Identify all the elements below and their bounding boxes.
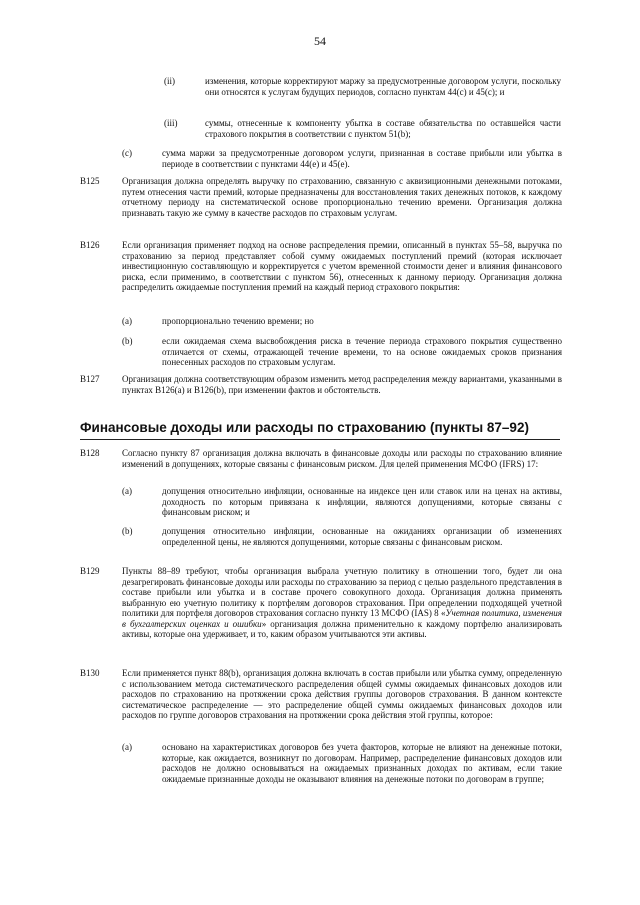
sub-item-label: (ii) [164, 76, 175, 86]
list-item-label: (b) [122, 526, 133, 536]
page-number: 54 [314, 34, 326, 48]
list-item-text: допущения относительно инфляции, основанные на индексе цен или ставок или на ценах на активы, доходность по которым привязана к инфляции, являются допущениями, которые связаны с финансовым риском; и [162, 486, 562, 517]
sub-item-label: (iii) [164, 118, 178, 128]
paragraph-text: Согласно пункту 87 организация должна включать в финансовые доходы или расходы по страхованию влияние изменений в допущениях, которые связаны с финансовым риском. Для целей применения МСФО (IFRS) 17: [122, 448, 562, 469]
paragraph-text [122, 566, 562, 640]
section-heading: Финансовые доходы или расходы по страхованию (пункты 87–92) [80, 420, 529, 435]
list-item-text: основано на характеристиках договоров без учета факторов, которые не влияют на денежные потоки, которые, как ожидается, возникнут по договорам. Например, распределение финансовых доходов или расходов не должно основываться на ожидаемых признанных доходах по активам, если такие ожидаемые признанные доходы не оказывают влияния на денежные потоки по договорам в группе; [162, 742, 562, 784]
standard-title: Учетная политика, изменения в бухгалтерских оценках и ошибки [122, 608, 562, 629]
list-item-text: если ожидаемая схема высвобождения риска в течение периода страхового покрытия существенно отличается от схемы, отражающей течение времени, то на основе ожидаемых сроков признания понесенных расходов по страховым услугам. [162, 336, 562, 367]
paragraph-number: B129 [80, 566, 100, 576]
paragraph-number: B130 [80, 668, 100, 678]
paragraph-number: B127 [80, 374, 100, 384]
list-item-label: (b) [122, 336, 133, 346]
list-item-label: (a) [122, 742, 132, 752]
paragraph-text: Организация должна соответствующим образом изменить метод распределения между вариантами, указанными в пунктах B126(a) и B126(b), при изменении фактов и обстоятельств. [122, 374, 562, 395]
paragraph-number: B125 [80, 176, 100, 186]
list-item-text: допущения относительно инфляции, основанные на ожиданиях организации об изменениях определенной цены, не являются допущениями, которые связаны с финансовым риском. [162, 526, 562, 547]
heading-underline [80, 439, 560, 440]
list-item-text: сумма маржи за предусмотренные договором услуги, признанная в составе прибыли или убытка в периоде в соответствии с пунктами 44(e) и 45(e). [162, 148, 562, 169]
list-item-label: (a) [122, 486, 132, 496]
paragraph-number: B128 [80, 448, 100, 458]
list-item-label: (c) [122, 148, 132, 158]
paragraph-number: B126 [80, 240, 100, 250]
paragraph-text: Если организация применяет подход на основе распределения премии, описанный в пунктах 55–58, выручка по страхованию за период представляет собой сумму ожидаемых поступлений премий (которая исключает инвестиционную составляющую и корректируется с учетом временной стоимости денег и влияния финансового риска, если применимо, в соответствии с пунктом 56), отнесенных к данному периоду. Организация должна распределить ожидаемые поступления премий на каждый период страхового покрытия: [122, 240, 562, 292]
paragraph-text: Если применяется пункт 88(b), организация должна включать в состав прибыли или убытка сумму, определенную с использованием метода систематического распределения общей суммы ожидаемых финансовых доходов или расходов по страхованию на протяжении срока действия группы договоров страхования. В данном контексте систематическое распределение — это распределение общей суммы ожидаемых финансовых доходов или расходов по группе договоров страхования на протяжении срока действия этой группы, которое: [122, 668, 562, 720]
sub-item-text: изменения, которые корректируют маржу за предусмотренные договором услуги, поскольку они относятся к услугам будущих периодов, согласно пунктам 44(c) и 45(c); и [205, 76, 561, 97]
sub-item-text: суммы, отнесенные к компоненту убытка в составе обязательства по оставшейся части страхового покрытия в соответствии с пунктом 51(b); [205, 118, 561, 139]
paragraph-text-part: » организация должна применительно к каждому портфелю анализировать активы, которые она удерживает, и то, каким образом учитываются эти активы. [122, 618, 562, 639]
list-item-label: (a) [122, 316, 132, 326]
paragraph-text: Организация должна определять выручку по страхованию, связанную с аквизиционными денежными потоками, путем отнесения части премий, которые предназначены для восстановления таких денежных потоков, к каждому отчетному периоду на систематической основе пропорционально течению времени. Организация должна признавать такую же сумму в качестве расходов по страховым услугам. [122, 176, 562, 218]
paragraph-text-part: Пункты 88–89 требуют, чтобы организация выбрала учетную политику в отношении того, будет ли она дезагрегировать финансовые доходы или расходы по страхованию за период с целью раздельного представления в составе прибыли или убытка и в составе прочего совокупного дохода. Организация должна применять выбранную ею учетную политику к портфелям договоров страхования. При определении подходящей учетной политики для портфеля договоров страхования согласно пункту 13 МСФО (IAS) 8 « [122, 566, 562, 618]
list-item-text: пропорционально течению времени; но [162, 316, 314, 326]
